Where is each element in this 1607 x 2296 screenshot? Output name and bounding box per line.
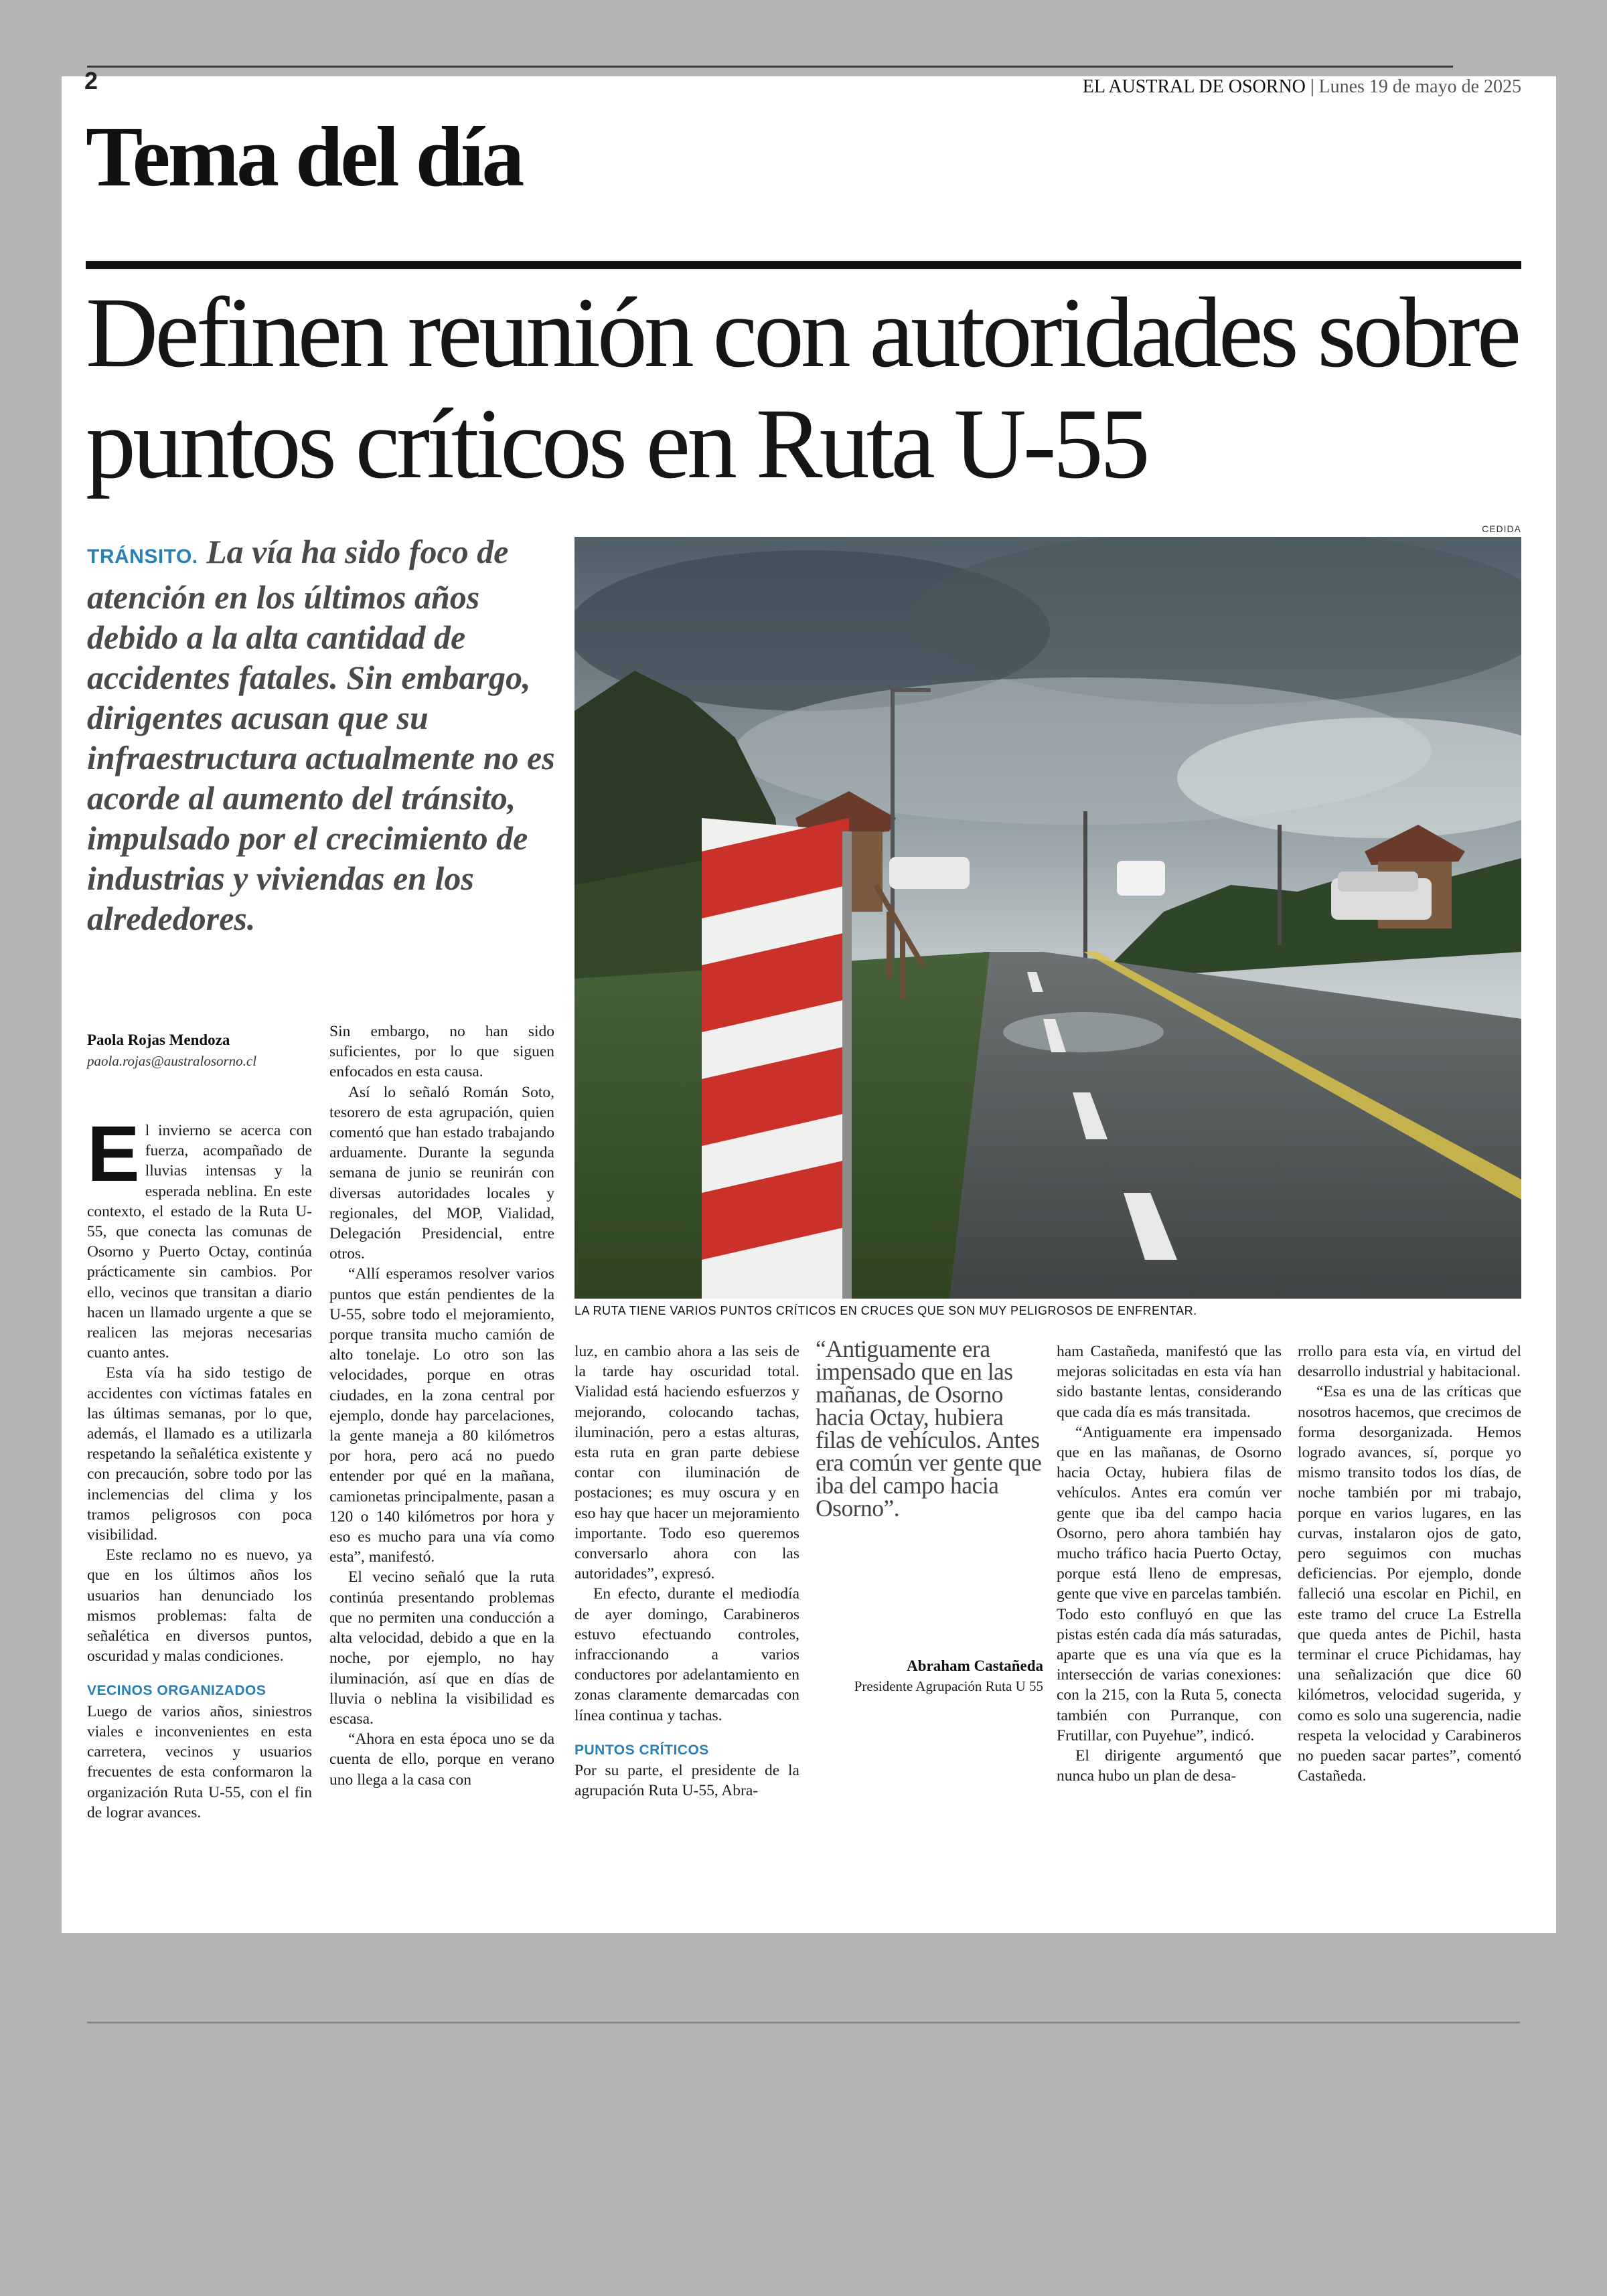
subhead-vecinos: VECINOS ORGANIZADOS: [87, 1683, 266, 1699]
paragraph: ham Castañeda, manifestó que las mejoras solicitadas en esta vía han sido bastante lentas, considerando que cada día es más transitada.: [1057, 1343, 1282, 1421]
paragraph: El dirigente argumentó que nunca hubo un plan de desa-: [1057, 1747, 1282, 1785]
column-3: [575, 1341, 799, 1801]
separator: |: [1305, 76, 1319, 97]
page-number: 2: [84, 67, 98, 94]
publication-date: Lunes 19 de mayo de 2025: [1318, 76, 1521, 97]
column-2: [329, 1021, 554, 1790]
pull-quote-author: Abraham Castañeda: [907, 1657, 1043, 1674]
paragraph: rrollo para esta vía, en virtud del desarrollo industrial y habitacional.: [1298, 1343, 1521, 1381]
publication-line: [1083, 76, 1521, 98]
road-photo: [575, 537, 1521, 1299]
paragraph: Por su parte, el presidente de la agrupación Ruta U-55, Abra-: [575, 1762, 799, 1800]
paragraph: “Allí esperamos resolver varios puntos que están pendientes de la U-55, sobre todo el mejoramiento, porque transita mucho camión de alto tonelaje. Lo otro son las velocidades, porque en otras ciudades, en la zona central por ejemplo, donde hay parcelaciones, la gente maneja a 80 kilómetros por hora, pero acá no puedo entender por qué en la mañana, camionetas principalmente, pasan a 120 o 140 kilómetros por hora y eso es mucho para una vía como esta”, manifestó.: [329, 1265, 554, 1566]
paragraph: [87, 1110, 312, 1363]
paragraph: “Ahora en esta época uno se da cuenta de ello, porque en verano uno llega a la casa con: [329, 1730, 554, 1789]
section-title: Tema del día: [86, 109, 522, 204]
paragraph: Sin embargo, no han sido suficientes, por lo que siguen enfocados en esta causa.: [329, 1023, 554, 1081]
author-email: paola.rojas@australosorno.cl: [87, 1053, 257, 1069]
kicker: TRÁNSITO.: [87, 546, 198, 568]
top-rule: [87, 66, 1453, 68]
pull-quote-role: Presidente Agrupación Ruta U 55: [854, 1678, 1043, 1694]
paragraph: En efecto, durante el mediodía de ayer domingo, Carabineros estuvo efectuando controles, infraccionando a varios conductores por adelantamiento en zonas claramente demarcadas con línea continua y tachas.: [575, 1585, 799, 1724]
newspaper-page: [62, 67, 1556, 1933]
paragraph: Luego de varios años, siniestros viales e inconvenientes en esta carretera, vecinos y usuarios frecuentes de esta conformaron la organización Ruta U-55, con el fin de lograr avances.: [87, 1702, 312, 1821]
column-5: [1057, 1341, 1282, 1786]
lead-text: La vía ha sido foco de atención en los últimos años debido a la alta cantidad de accidentes fatales. Sin embargo, dirigentes acusan que su infraestructura actualmente no es acorde al aumento del tránsito, impulsado por el crecimiento de industrias y viviendas en los alrededores.: [87, 533, 555, 937]
lead-paragraph: [87, 531, 556, 938]
paragraph: “Antiguamente era impensado que en las mañanas, de Osorno hacia Octay, hubiera filas de vehículos. Antes era común ver gente que iba del campo hacia Osorno, pero ahora también hay mucho tráfico hacia Puerto Octay, porque está lleno de empresas, gente que vive en parcelas también. Todo esto confluyó en que las pistas estén cada día más saturadas, aparte que es una vía que es la intersección de varias conexiones: con la 215, con la Ruta 5, conecta también con Purranque, con Frutillar, con Puyehue”, indicó.: [1057, 1423, 1282, 1744]
photo-credit: CEDIDA: [1482, 523, 1521, 534]
pull-quote-attribution: [816, 1656, 1043, 1696]
paragraph: luz, en cambio ahora a las seis de la tarde hay oscuridad total. Vialidad está haciendo esfuerzos y mejorando, colocando tachas, iluminación, pero a estas alturas, esta ruta en gran parte debiese contar con iluminación de postaciones; es muy oscura y en eso hay que hacer un mejoramiento importante. Todo eso queremos conversarlo ahora con las autoridades”, expresó.: [575, 1343, 799, 1583]
publication-name: EL AUSTRAL DE OSORNO: [1082, 76, 1306, 97]
paragraph: Este reclamo no es nuevo, ya que en los últimos años los usuarios han denunciado los mismos problemas: falta de señalética en diversos puntos, oscuridad y malas condiciones.: [87, 1546, 312, 1665]
photo-caption: LA RUTA TIENE VARIOS PUNTOS CRÍTICOS EN CRUCES QUE SON MUY PELIGROSOS DE ENFRENTAR.: [575, 1304, 1197, 1317]
paragraph: El vecino señaló que la ruta continúa presentando problemas que no permiten una conducción a alta velocidad, debido a que en la noche, por ejemplo, no hay iluminación, así que en días de lluvia o neblina la visibilidad es escasa.: [329, 1568, 554, 1728]
paragraph: Así lo señaló Román Soto, tesorero de esta agrupación, quien comentó que han estado trabajando arduamente. Durante la segunda semana de junio se reunirán con diversas autoridades locales y regionales, del MOP, Vialidad, Delegación Presidencial, entre otros.: [329, 1083, 554, 1263]
column-6: [1298, 1341, 1521, 1786]
dropcap: E: [87, 1110, 140, 1198]
paragraph: Esta vía ha sido testigo de accidentes con víctimas fatales en las últimas semanas, por lo que, además, el llamado es a utilizarla respetando la señalética existente y con precaución, sobre todo por las inclemencias del clima y los tramos peligrosos con poca visibilidad.: [87, 1364, 312, 1544]
paragraph: “Esa es una de las críticas que nosotros hacemos, que crecimos de forma desorganizada. Hemos logrado avances, sí, porque yo mismo transito todos los días, de noche también por mi trabajo, porque en varios lugares, en las curvas, instalaron ojos de gato, pero seguimos con muchas deficiencias. Por ejemplo, donde falleció una escolar en Pichil, en este tramo del cruce La Estrella que queda antes de Pichil, hasta terminar el cruce Pichidamas, hay una señalización que dice 60 kilómetros, velocidad sugerida, y como es solo una sugerencia, nadie respeta la velocidad y Carabineros no pueden sacar partes”, comentó Castañeda.: [1298, 1383, 1521, 1785]
bottom-rule: [87, 2022, 1520, 2024]
byline: [87, 1030, 315, 1071]
author-name: Paola Rojas Mendoza: [87, 1032, 230, 1048]
column-1: [87, 1110, 312, 1823]
paragraph-text: l invierno se acerca con fuerza, acompañado de lluvias intensas y la esperada neblina. En este contexto, el estado de la Ruta U-55, que conecta las comunas de Osorno y Puerto Octay, continúa prácticamente sin cambios. Por ello, vecinos que transitan a diario hacen un llamado urgente a que se realicen las mejoras necesarias cuanto antes.: [87, 1122, 312, 1362]
headline: Definen reunión con autoridades sobre puntos críticos en Ruta U-55: [86, 277, 1519, 499]
section-rule: [86, 261, 1521, 269]
subhead-puntos: PUNTOS CRÍTICOS: [575, 1742, 709, 1758]
pull-quote: “Antiguamente era impensado que en las mañanas, de Osorno hacia Octay, hubiera filas de vehículos. Antes era común ver gente que iba del campo hacia Osorno”.: [816, 1335, 1042, 1522]
